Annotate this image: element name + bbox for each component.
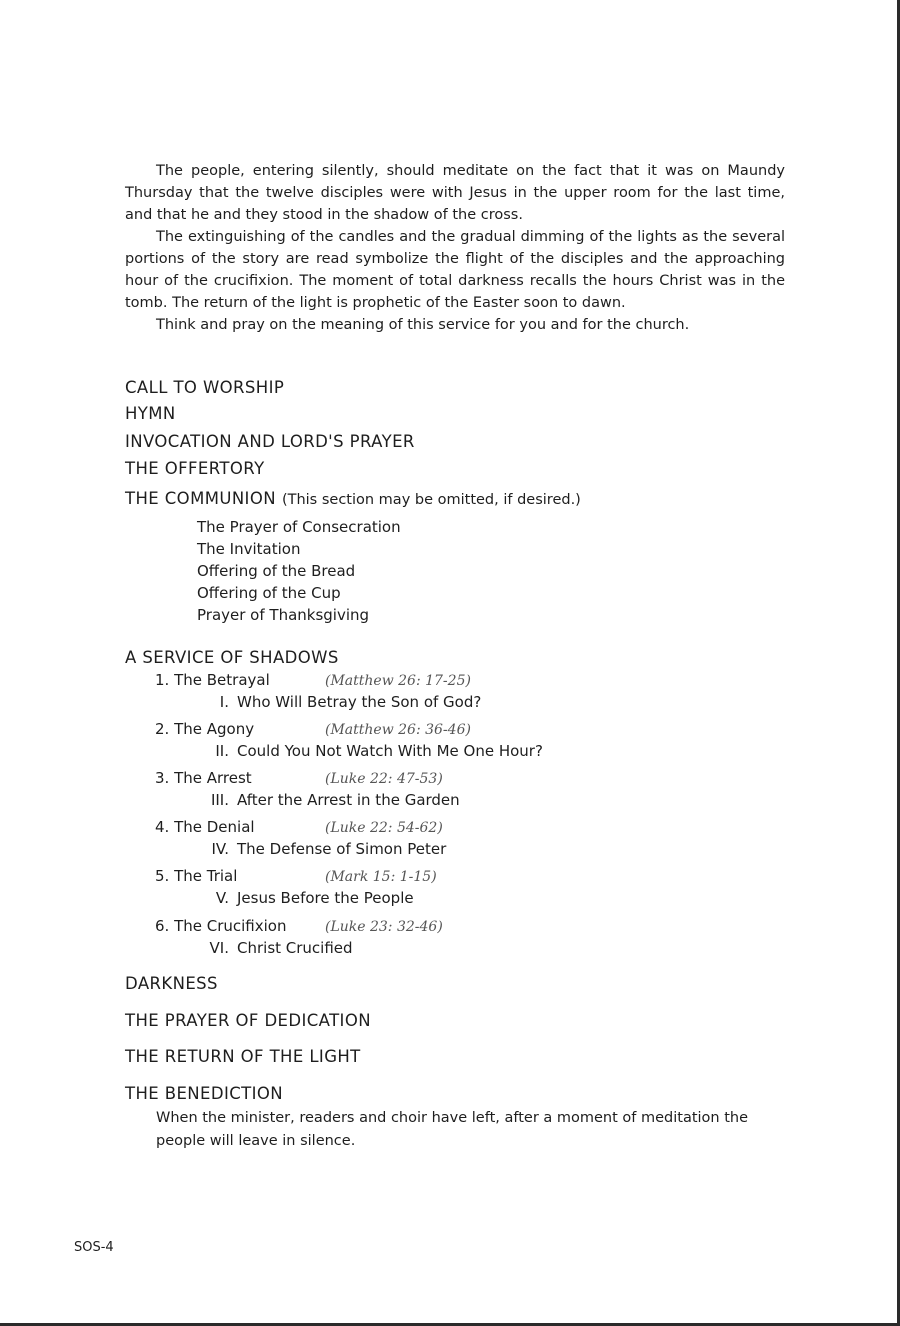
scripture-reference: (Luke 23: 32-46) [325, 919, 443, 935]
heading-invocation: INVOCATION AND LORD'S PRAYER [125, 432, 415, 451]
scene-title [193, 939, 353, 957]
reading-label: 6. The Crucifixion [155, 917, 287, 935]
intro-paragraph: The extinguishing of the candles and the gradual dimming of the lights as the several portions of the story are read symbolize the flight of the disciples and the approaching hour of the crucifixion. The moment of total darkness recalls the hours Christ was in the tomb. The return of the light is prophetic of the Easter soon to dawn. [125, 229, 785, 311]
benediction-note [156, 1107, 776, 1153]
scene-numeral: IV. [211, 840, 229, 858]
scene-title [193, 742, 543, 760]
scene-text: Christ Crucified [237, 939, 353, 957]
scene-text: Who Will Betray the Son of God? [237, 693, 482, 711]
scene-numeral: V. [215, 889, 229, 907]
heading-darkness: DARKNESS [125, 974, 218, 993]
reading-label: 2. The Agony [155, 720, 255, 738]
scene-numeral: VI. [209, 939, 229, 957]
scene-text: The Defense of Simon Peter [237, 840, 447, 858]
reading-label: 5. The Trial [155, 867, 238, 885]
communion-item: Offering of the Cup [197, 584, 341, 602]
communion-item: Prayer of Thanksgiving [197, 606, 370, 624]
scene-text: After the Arrest in the Garden [237, 791, 460, 809]
scene-title [193, 693, 481, 711]
heading-return-of-light: THE RETURN OF THE LIGHT [125, 1047, 361, 1066]
scene-text: Could You Not Watch With Me One Hour? [237, 742, 543, 760]
scripture-reference: (Matthew 26: 17-25) [325, 673, 471, 689]
scene-numeral: III. [210, 791, 229, 809]
heading-benediction: THE BENEDICTION [125, 1084, 284, 1103]
communion-item: The Invitation [197, 540, 301, 558]
reading-label: 1. The Betrayal [155, 671, 270, 689]
page-number: SOS-4 [74, 1240, 114, 1255]
scripture-reference: (Luke 22: 54-62) [325, 820, 443, 836]
reading-label: 4. The Denial [155, 818, 255, 836]
communion-item: The Prayer of Consecration [197, 518, 401, 536]
heading-call-to-worship: CALL TO WORSHIP [125, 378, 285, 397]
scene-title [193, 791, 460, 809]
scene-numeral: I. [219, 693, 229, 711]
reading-label: 3. The Arrest [155, 769, 252, 787]
heading-communion [125, 489, 581, 508]
scripture-reference: (Luke 22: 47-53) [325, 771, 443, 787]
scripture-reference: (Matthew 26: 36-46) [325, 722, 471, 738]
heading-offertory: THE OFFERTORY [125, 459, 265, 478]
heading-prayer-of-dedication: THE PRAYER OF DEDICATION [125, 1011, 371, 1030]
scene-title [193, 840, 446, 858]
scene-title [193, 889, 414, 907]
intro-paragraph: The people, entering silently, should meditate on the fact that it was on Maundy Thursday that the twelve disciples were with Jesus in the upper room for the last time, and that he and they stood in the shadow of the cross. [125, 163, 785, 223]
scripture-reference: (Mark 15: 1-15) [325, 869, 437, 885]
intro-paragraph: Think and pray on the meaning of this service for you and for the church. [156, 317, 690, 333]
scene-text: Jesus Before the People [237, 889, 414, 907]
scene-numeral: II. [215, 742, 229, 760]
heading-hymn: HYMN [125, 404, 176, 423]
heading-service-of-shadows: A SERVICE OF SHADOWS [125, 648, 339, 667]
benediction-note-text: When the minister, readers and choir have left, after a moment of meditation the people will leave in silence. [156, 1110, 749, 1149]
communion-item: Offering of the Bread [197, 562, 356, 580]
communion-note: (This section may be omitted, if desired.) [281, 492, 581, 508]
intro-text [125, 160, 785, 336]
communion-title: THE COMMUNION [125, 489, 276, 508]
